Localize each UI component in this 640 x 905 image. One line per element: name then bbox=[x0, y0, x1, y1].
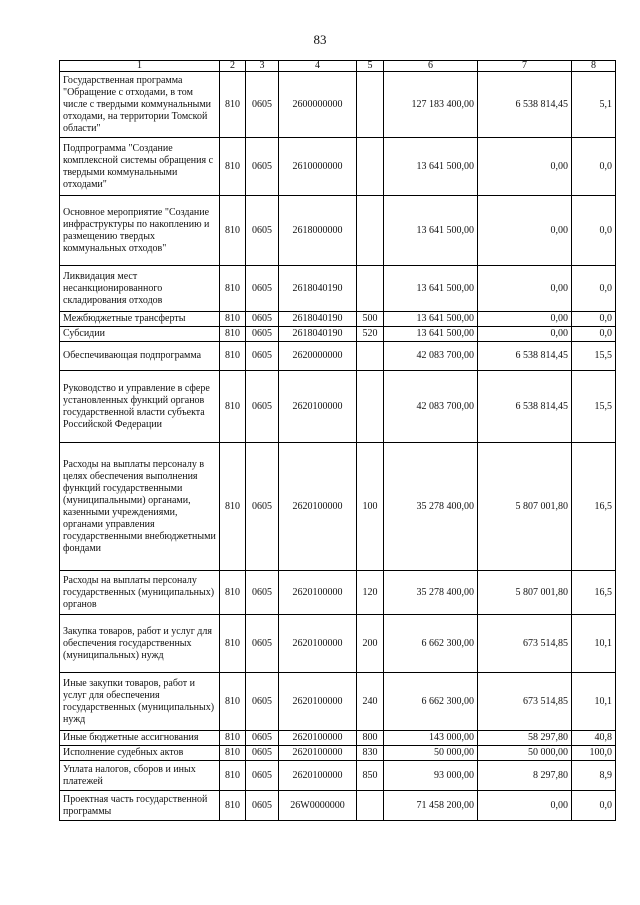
row-cell: 127 183 400,00 bbox=[384, 72, 478, 138]
row-cell: 2620100000 bbox=[279, 615, 357, 673]
row-cell: 830 bbox=[357, 746, 384, 761]
row-cell: 0605 bbox=[246, 312, 279, 327]
row-name: Основное мероприятие "Создание инфраструктуры по накоплению и размещению твердых коммунальных отходов" bbox=[60, 196, 220, 266]
row-cell: 0605 bbox=[246, 746, 279, 761]
table-row bbox=[60, 791, 616, 821]
row-cell: 5 807 001,80 bbox=[478, 571, 572, 615]
row-cell: 0605 bbox=[246, 196, 279, 266]
row-cell: 0605 bbox=[246, 72, 279, 138]
row-cell: 810 bbox=[220, 342, 246, 371]
row-cell: 6 662 300,00 bbox=[384, 615, 478, 673]
row-cell: 520 bbox=[357, 327, 384, 342]
row-cell: 0,0 bbox=[572, 312, 616, 327]
row-cell: 810 bbox=[220, 371, 246, 443]
row-cell: 2620100000 bbox=[279, 371, 357, 443]
header-cell: 8 bbox=[572, 61, 616, 72]
row-name: Межбюджетные трансферты bbox=[60, 312, 220, 327]
row-cell: 0605 bbox=[246, 615, 279, 673]
header-cell: 3 bbox=[246, 61, 279, 72]
row-cell: 13 641 500,00 bbox=[384, 138, 478, 196]
row-cell: 500 bbox=[357, 312, 384, 327]
row-name: Расходы на выплаты персоналу в целях обеспечения выполнения функций государственными (муниципальными) органами, казенными учреждениями, органами управления государственными внебюджетными фондами bbox=[60, 443, 220, 571]
row-cell: 2618040190 bbox=[279, 327, 357, 342]
row-name: Обеспечивающая подпрограмма bbox=[60, 342, 220, 371]
row-cell: 2610000000 bbox=[279, 138, 357, 196]
row-cell: 13 641 500,00 bbox=[384, 312, 478, 327]
table-row bbox=[60, 443, 616, 571]
header-row bbox=[60, 61, 616, 72]
row-name: Государственная программа "Обращение с отходами, в том числе с твердыми коммунальными отходами, на территории Томской области" bbox=[60, 72, 220, 138]
row-cell: 13 641 500,00 bbox=[384, 327, 478, 342]
row-cell: 0605 bbox=[246, 761, 279, 791]
row-cell bbox=[357, 266, 384, 312]
row-cell: 35 278 400,00 bbox=[384, 443, 478, 571]
header-cell: 2 bbox=[220, 61, 246, 72]
row-cell: 0605 bbox=[246, 791, 279, 821]
row-name: Руководство и управление в сфере установленных функций органов государственной власти субъекта Российской Федерации bbox=[60, 371, 220, 443]
row-cell: 42 083 700,00 bbox=[384, 342, 478, 371]
row-cell: 0,00 bbox=[478, 266, 572, 312]
row-cell: 0605 bbox=[246, 266, 279, 312]
row-cell: 6 538 814,45 bbox=[478, 342, 572, 371]
row-cell: 810 bbox=[220, 791, 246, 821]
table-row bbox=[60, 673, 616, 731]
row-cell: 16,5 bbox=[572, 571, 616, 615]
row-cell: 0605 bbox=[246, 371, 279, 443]
row-cell: 120 bbox=[357, 571, 384, 615]
row-cell: 0,00 bbox=[478, 327, 572, 342]
row-cell: 2620100000 bbox=[279, 571, 357, 615]
table-row bbox=[60, 615, 616, 673]
row-cell: 810 bbox=[220, 327, 246, 342]
row-cell: 810 bbox=[220, 731, 246, 746]
row-cell: 50 000,00 bbox=[478, 746, 572, 761]
row-cell: 0,0 bbox=[572, 791, 616, 821]
row-name: Субсидии bbox=[60, 327, 220, 342]
row-cell: 13 641 500,00 bbox=[384, 196, 478, 266]
row-cell: 15,5 bbox=[572, 342, 616, 371]
table-row bbox=[60, 731, 616, 746]
row-cell: 42 083 700,00 bbox=[384, 371, 478, 443]
row-cell: 0,0 bbox=[572, 196, 616, 266]
row-cell: 0,0 bbox=[572, 327, 616, 342]
row-name: Иные закупки товаров, работ и услуг для обеспечения государственных (муниципальных) нужд bbox=[60, 673, 220, 731]
table-row bbox=[60, 761, 616, 791]
row-cell: 2620100000 bbox=[279, 761, 357, 791]
row-cell: 2618040190 bbox=[279, 312, 357, 327]
row-cell: 5 807 001,80 bbox=[478, 443, 572, 571]
row-name: Проектная часть государственной программы bbox=[60, 791, 220, 821]
row-name: Подпрограмма "Создание комплексной системы обращения с твердыми коммунальными отходами" bbox=[60, 138, 220, 196]
table-row bbox=[60, 342, 616, 371]
row-cell: 810 bbox=[220, 266, 246, 312]
row-cell bbox=[357, 196, 384, 266]
row-cell: 0,00 bbox=[478, 312, 572, 327]
page-number: 83 bbox=[313, 32, 327, 47]
row-cell: 0,0 bbox=[572, 266, 616, 312]
row-cell bbox=[357, 791, 384, 821]
row-cell: 2600000000 bbox=[279, 72, 357, 138]
header-cell: 5 bbox=[357, 61, 384, 72]
row-cell: 6 538 814,45 bbox=[478, 371, 572, 443]
row-cell: 800 bbox=[357, 731, 384, 746]
row-cell: 2618040190 bbox=[279, 266, 357, 312]
row-cell: 0605 bbox=[246, 571, 279, 615]
row-cell bbox=[357, 371, 384, 443]
row-cell: 200 bbox=[357, 615, 384, 673]
row-cell: 810 bbox=[220, 443, 246, 571]
row-cell: 0,00 bbox=[478, 791, 572, 821]
header-cell: 7 bbox=[478, 61, 572, 72]
row-cell: 6 662 300,00 bbox=[384, 673, 478, 731]
row-cell: 13 641 500,00 bbox=[384, 266, 478, 312]
header-cell: 6 bbox=[384, 61, 478, 72]
row-name: Закупка товаров, работ и услуг для обеспечения государственных (муниципальных) нужд bbox=[60, 615, 220, 673]
row-cell: 810 bbox=[220, 196, 246, 266]
row-cell: 10,1 bbox=[572, 673, 616, 731]
row-cell: 810 bbox=[220, 138, 246, 196]
row-cell: 810 bbox=[220, 571, 246, 615]
table-row bbox=[60, 138, 616, 196]
row-cell: 2620100000 bbox=[279, 731, 357, 746]
row-cell: 850 bbox=[357, 761, 384, 791]
row-cell: 40,8 bbox=[572, 731, 616, 746]
table-row bbox=[60, 746, 616, 761]
row-cell: 0,00 bbox=[478, 138, 572, 196]
row-name: Иные бюджетные ассигнования bbox=[60, 731, 220, 746]
row-cell: 810 bbox=[220, 673, 246, 731]
row-name: Ликвидация мест несанкционированного складирования отходов bbox=[60, 266, 220, 312]
row-cell: 6 538 814,45 bbox=[478, 72, 572, 138]
row-cell: 810 bbox=[220, 615, 246, 673]
row-cell: 810 bbox=[220, 72, 246, 138]
table-row bbox=[60, 327, 616, 342]
row-cell: 0,00 bbox=[478, 196, 572, 266]
table-row bbox=[60, 312, 616, 327]
row-cell: 810 bbox=[220, 761, 246, 791]
table-row bbox=[60, 571, 616, 615]
row-name: Уплата налогов, сборов и иных платежей bbox=[60, 761, 220, 791]
row-name: Расходы на выплаты персоналу государственных (муниципальных) органов bbox=[60, 571, 220, 615]
row-cell: 58 297,80 bbox=[478, 731, 572, 746]
row-cell: 93 000,00 bbox=[384, 761, 478, 791]
row-cell: 2620100000 bbox=[279, 673, 357, 731]
row-cell: 0605 bbox=[246, 327, 279, 342]
row-cell: 10,1 bbox=[572, 615, 616, 673]
row-cell: 0,0 bbox=[572, 138, 616, 196]
budget-table bbox=[59, 60, 616, 821]
header-cell: 4 bbox=[279, 61, 357, 72]
row-cell: 0605 bbox=[246, 731, 279, 746]
row-cell: 0605 bbox=[246, 443, 279, 571]
row-cell: 2620000000 bbox=[279, 342, 357, 371]
row-cell: 0605 bbox=[246, 138, 279, 196]
row-cell: 50 000,00 bbox=[384, 746, 478, 761]
row-cell: 240 bbox=[357, 673, 384, 731]
row-cell: 0605 bbox=[246, 342, 279, 371]
header-cell: 1 bbox=[60, 61, 220, 72]
row-cell: 35 278 400,00 bbox=[384, 571, 478, 615]
table-row bbox=[60, 196, 616, 266]
table-row bbox=[60, 371, 616, 443]
row-cell: 5,1 bbox=[572, 72, 616, 138]
row-cell: 810 bbox=[220, 312, 246, 327]
row-cell: 2618000000 bbox=[279, 196, 357, 266]
row-cell: 2620100000 bbox=[279, 443, 357, 571]
row-cell: 810 bbox=[220, 746, 246, 761]
row-cell: 26W0000000 bbox=[279, 791, 357, 821]
row-cell: 100,0 bbox=[572, 746, 616, 761]
row-cell: 0605 bbox=[246, 673, 279, 731]
row-cell: 673 514,85 bbox=[478, 673, 572, 731]
table-row bbox=[60, 72, 616, 138]
row-cell bbox=[357, 72, 384, 138]
row-cell bbox=[357, 342, 384, 371]
row-cell: 15,5 bbox=[572, 371, 616, 443]
row-cell bbox=[357, 138, 384, 196]
row-cell: 143 000,00 bbox=[384, 731, 478, 746]
row-cell: 8 297,80 bbox=[478, 761, 572, 791]
row-cell: 2620100000 bbox=[279, 746, 357, 761]
table-row bbox=[60, 266, 616, 312]
row-cell: 71 458 200,00 bbox=[384, 791, 478, 821]
row-name: Исполнение судебных актов bbox=[60, 746, 220, 761]
row-cell: 100 bbox=[357, 443, 384, 571]
row-cell: 8,9 bbox=[572, 761, 616, 791]
row-cell: 16,5 bbox=[572, 443, 616, 571]
row-cell: 673 514,85 bbox=[478, 615, 572, 673]
